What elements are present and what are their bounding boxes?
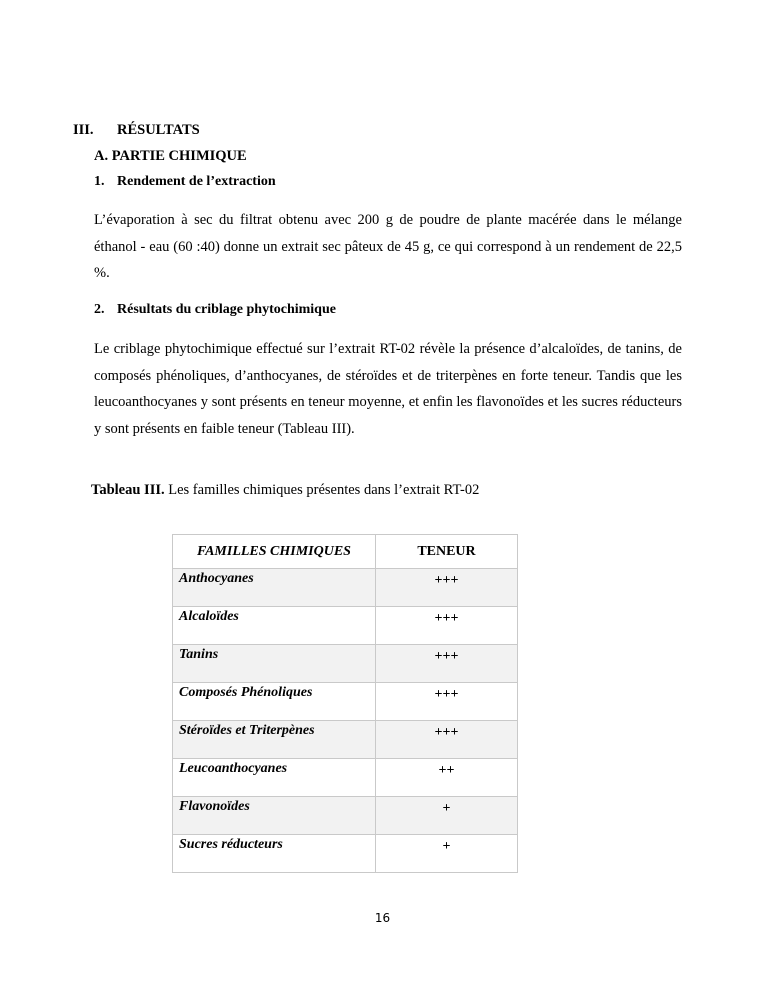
table-row — [173, 645, 518, 683]
table-row — [173, 569, 518, 607]
heading-number: 1. — [94, 174, 105, 189]
section-number: III. — [73, 122, 94, 138]
heading-criblage — [94, 302, 336, 318]
caption-text: Les familles chimiques présentes dans l’extrait RT-02 — [168, 482, 480, 498]
teneur-cell: + — [376, 835, 518, 873]
teneur-cell: ++ — [376, 759, 518, 797]
paragraph-criblage: Le criblage phytochimique effectué sur l’extrait RT-02 révèle la présence d’alcaloïdes, de tanins, de composés phénoliques, d’anthocyanes, de stéroïdes et de triterpènes en forte teneur. Tandis que les leucoanthocyanes y sont présents en teneur moyenne, et enfin les flavonoïdes et les sucres réducteurs y sont présents en faible teneur (Tableau III). — [94, 341, 682, 437]
subsection-title: PARTIE CHIMIQUE — [111, 148, 247, 164]
page-number: 16 — [374, 911, 391, 925]
heading-title: Résultats du criblage phytochimique — [117, 302, 336, 317]
chemical-families-table — [172, 534, 518, 873]
family-cell: Tanins — [173, 645, 376, 683]
heading-title: Rendement de l’extraction — [117, 174, 276, 189]
family-cell: Stéroïdes et Triterpènes — [173, 721, 376, 759]
heading-number: 2. — [94, 302, 105, 317]
family-cell: Composés Phénoliques — [173, 683, 376, 721]
subsection-heading — [94, 148, 247, 165]
family-cell: Leucoanthocyanes — [173, 759, 376, 797]
subsection-label: A. — [94, 148, 109, 164]
paragraph-rendement: L’évaporation à sec du filtrat obtenu avec 200 g de poudre de plante macérée dans le mélange éthanol - eau (60 :40) donne un extrait sec pâteux de 45 g, ce qui correspond à un rendement de 22,5 %. — [94, 212, 682, 281]
teneur-cell: +++ — [376, 645, 518, 683]
teneur-cell: +++ — [376, 607, 518, 645]
table-header-row — [173, 535, 518, 569]
heading-rendement — [94, 174, 276, 190]
table-row — [173, 607, 518, 645]
header-families: FAMILLES CHIMIQUES — [173, 535, 376, 569]
table-row — [173, 797, 518, 835]
family-cell: Sucres réducteurs — [173, 835, 376, 873]
table-row — [173, 721, 518, 759]
table-row — [173, 759, 518, 797]
caption-label: Tableau III. — [91, 482, 165, 498]
teneur-cell: +++ — [376, 569, 518, 607]
family-cell: Alcaloïdes — [173, 607, 376, 645]
header-teneur: TENEUR — [376, 535, 518, 569]
teneur-cell: +++ — [376, 721, 518, 759]
family-cell: Anthocyanes — [173, 569, 376, 607]
table-row — [173, 683, 518, 721]
family-cell: Flavonoïdes — [173, 797, 376, 835]
teneur-cell: + — [376, 797, 518, 835]
section-title: RÉSULTATS — [117, 122, 200, 138]
table-caption — [91, 482, 479, 499]
teneur-cell: +++ — [376, 683, 518, 721]
table-row — [173, 835, 518, 873]
